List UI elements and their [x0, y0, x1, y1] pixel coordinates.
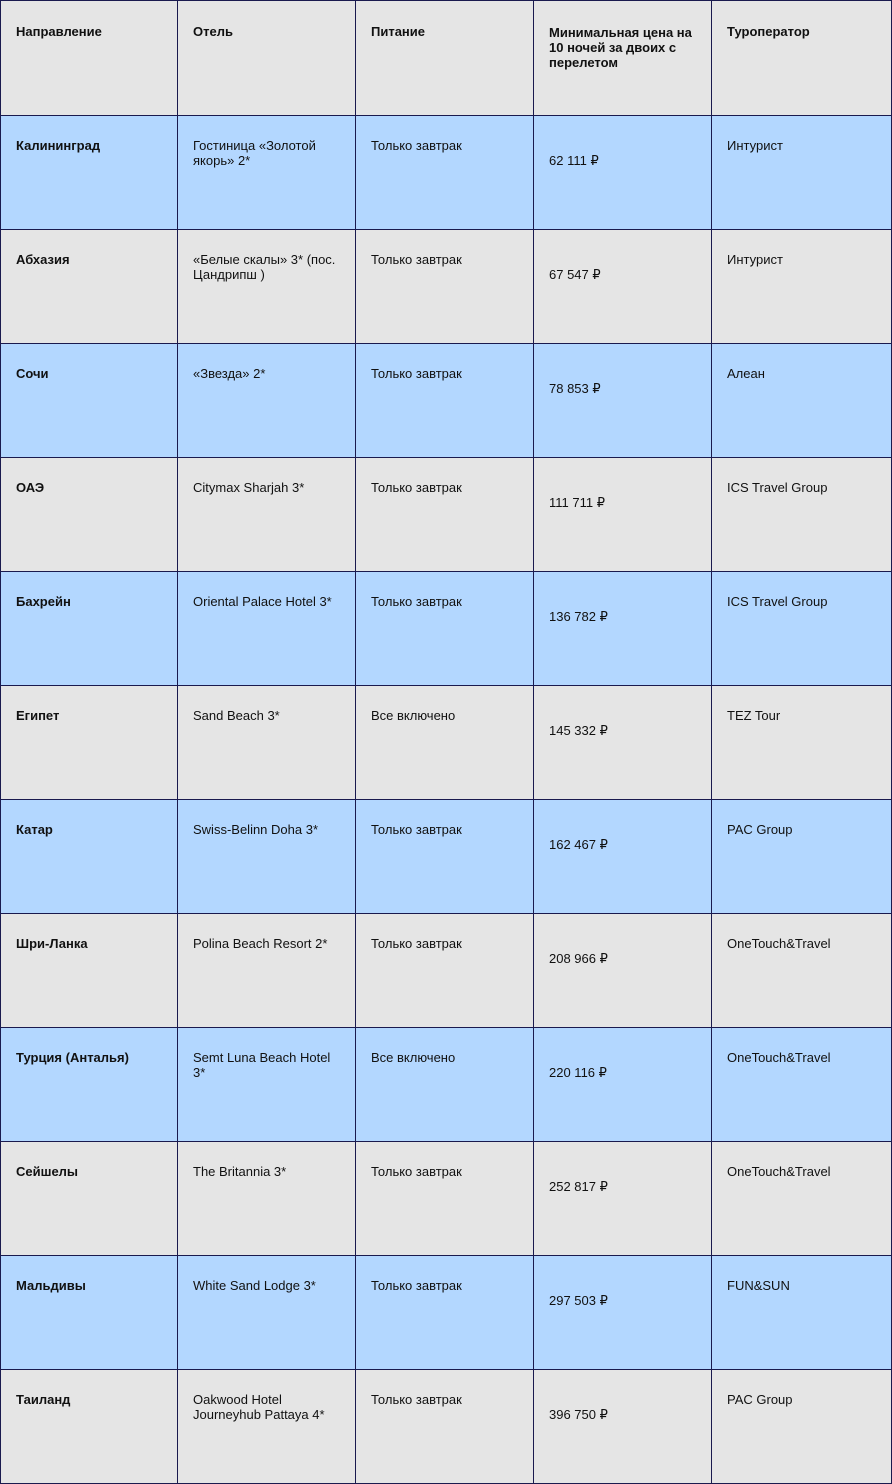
- cell-price: 297 503 ₽: [534, 1256, 712, 1370]
- cell-hotel: Sand Beach 3*: [178, 686, 356, 800]
- cell-hotel: The Britannia 3*: [178, 1142, 356, 1256]
- header-meal: Питание: [356, 1, 534, 116]
- table-row: [1, 1142, 892, 1256]
- cell-meal: Только завтрак: [356, 230, 534, 344]
- cell-hotel: Oakwood Hotel Journeyhub Pattaya 4*: [178, 1370, 356, 1484]
- header-hotel: Отель: [178, 1, 356, 116]
- cell-meal: Только завтрак: [356, 1370, 534, 1484]
- cell-operator: TEZ Tour: [712, 686, 892, 800]
- header-price: Минимальная цена на 10 ночей за двоих с перелетом: [534, 1, 712, 116]
- cell-meal: Только завтрак: [356, 116, 534, 230]
- cell-meal: Только завтрак: [356, 914, 534, 1028]
- cell-price: 145 332 ₽: [534, 686, 712, 800]
- cell-meal: Только завтрак: [356, 572, 534, 686]
- header-operator: Туроператор: [712, 1, 892, 116]
- table-row: [1, 914, 892, 1028]
- cell-hotel: Oriental Palace Hotel 3*: [178, 572, 356, 686]
- cell-meal: Только завтрак: [356, 458, 534, 572]
- table-row: [1, 1256, 892, 1370]
- cell-price: 396 750 ₽: [534, 1370, 712, 1484]
- cell-destination: Абхазия: [1, 230, 178, 344]
- cell-operator: Алеан: [712, 344, 892, 458]
- cell-price: 111 711 ₽: [534, 458, 712, 572]
- cell-hotel: Semt Luna Beach Hotel 3*: [178, 1028, 356, 1142]
- cell-destination: Мальдивы: [1, 1256, 178, 1370]
- cell-price: 67 547 ₽: [534, 230, 712, 344]
- cell-destination: Египет: [1, 686, 178, 800]
- cell-hotel: Polina Beach Resort 2*: [178, 914, 356, 1028]
- table-row: [1, 344, 892, 458]
- table-row: [1, 686, 892, 800]
- cell-meal: Только завтрак: [356, 1256, 534, 1370]
- table-row: [1, 1028, 892, 1142]
- cell-meal: Только завтрак: [356, 344, 534, 458]
- cell-hotel: Swiss-Belinn Doha 3*: [178, 800, 356, 914]
- cell-destination: Сочи: [1, 344, 178, 458]
- cell-price: 136 782 ₽: [534, 572, 712, 686]
- cell-hotel: Гостиница «Золотой якорь» 2*: [178, 116, 356, 230]
- cell-operator: ICS Travel Group: [712, 458, 892, 572]
- cell-meal: Только завтрак: [356, 1142, 534, 1256]
- table-row: [1, 230, 892, 344]
- cell-hotel: Citymax Sharjah 3*: [178, 458, 356, 572]
- table-row: [1, 1370, 892, 1484]
- cell-hotel: White Sand Lodge 3*: [178, 1256, 356, 1370]
- cell-destination: ОАЭ: [1, 458, 178, 572]
- cell-price: 162 467 ₽: [534, 800, 712, 914]
- cell-destination: Бахрейн: [1, 572, 178, 686]
- table-row: [1, 800, 892, 914]
- cell-meal: Все включено: [356, 1028, 534, 1142]
- cell-operator: FUN&SUN: [712, 1256, 892, 1370]
- cell-hotel: «Звезда» 2*: [178, 344, 356, 458]
- cell-price: 78 853 ₽: [534, 344, 712, 458]
- cell-destination: Калининград: [1, 116, 178, 230]
- cell-operator: PAC Group: [712, 1370, 892, 1484]
- table-row: [1, 572, 892, 686]
- header-destination: Направление: [1, 1, 178, 116]
- cell-hotel: «Белые скалы» 3* (пос. Цандрипш ): [178, 230, 356, 344]
- cell-destination: Катар: [1, 800, 178, 914]
- cell-price: 220 116 ₽: [534, 1028, 712, 1142]
- table-row: [1, 458, 892, 572]
- cell-operator: Интурист: [712, 116, 892, 230]
- cell-meal: Только завтрак: [356, 800, 534, 914]
- cell-operator: OneTouch&Travel: [712, 914, 892, 1028]
- cell-operator: Интурист: [712, 230, 892, 344]
- cell-operator: PAC Group: [712, 800, 892, 914]
- cell-operator: ICS Travel Group: [712, 572, 892, 686]
- header-row: [1, 1, 892, 116]
- cell-destination: Шри-Ланка: [1, 914, 178, 1028]
- cell-price: 62 111 ₽: [534, 116, 712, 230]
- cell-meal: Все включено: [356, 686, 534, 800]
- cell-destination: Таиланд: [1, 1370, 178, 1484]
- table-row: [1, 116, 892, 230]
- cell-operator: OneTouch&Travel: [712, 1142, 892, 1256]
- cell-price: 208 966 ₽: [534, 914, 712, 1028]
- cell-operator: OneTouch&Travel: [712, 1028, 892, 1142]
- cell-destination: Турция (Анталья): [1, 1028, 178, 1142]
- cell-destination: Сейшелы: [1, 1142, 178, 1256]
- cell-price: 252 817 ₽: [534, 1142, 712, 1256]
